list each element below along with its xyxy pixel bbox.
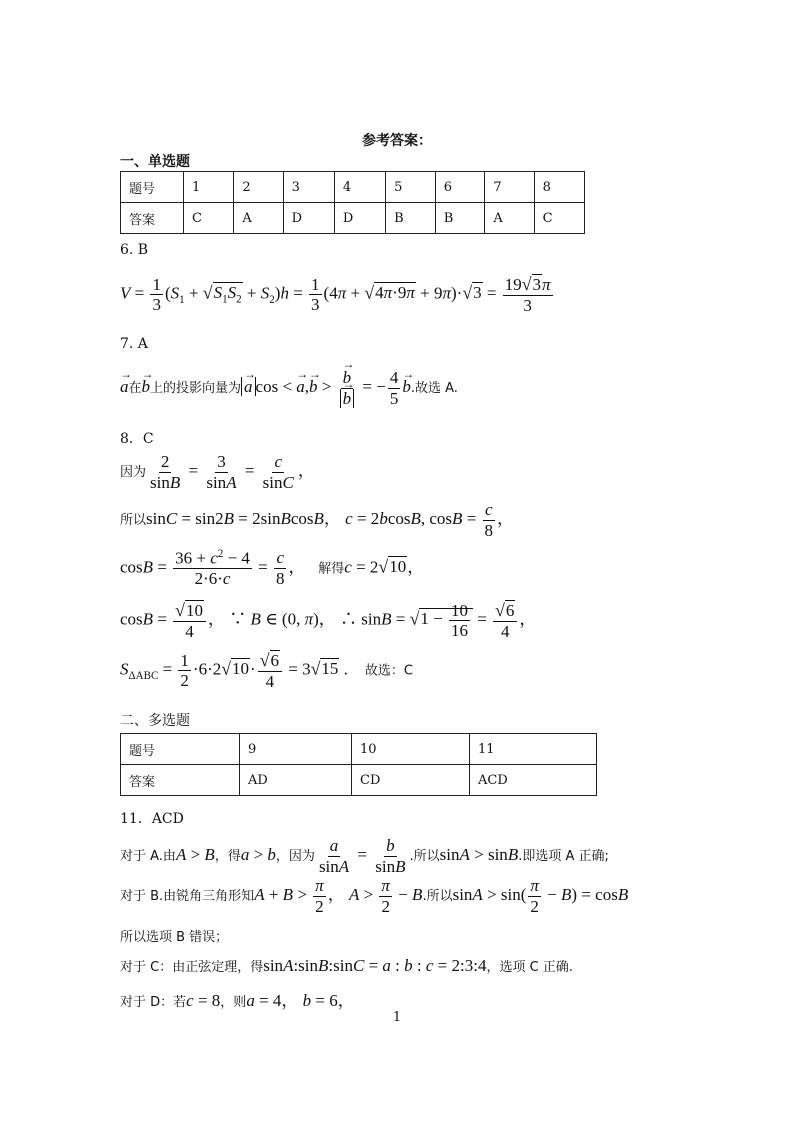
page-title: 参考答案： <box>362 133 432 149</box>
q11-line-a: 对于 A.由A > B，得a > b，因为 $\frac{a}{\sin A}$ = $\frac{b}{\sin B}$ .所以sinA > sinB.即选项 A 正确; <box>120 836 609 876</box>
table-row <box>121 765 597 796</box>
table-row <box>121 734 597 765</box>
table-row <box>121 203 585 234</box>
q8-line4: cosB = $\frac{√10}{4}$ ， ∵ B ∈ (0, π)， ∴ sinB = √1 − $\frac{10}{16}$ = $\frac{√6}{4}$ ， <box>120 600 537 641</box>
table-cell: D <box>283 203 334 234</box>
q11-a-text-5: .即选项 A 正确; <box>518 848 609 864</box>
q8-text-so: 所以 <box>120 512 147 528</box>
q8-text-solve: 解得 <box>318 561 345 577</box>
table-cell: AD <box>240 765 352 796</box>
table-row <box>121 172 585 203</box>
q8-line2: 所以sinC = sin2B = 2sinBcosB， c = 2bcosB, cosB = $\frac{c}{8}$ ， <box>120 500 515 540</box>
q6-label: 6. B <box>120 242 149 258</box>
q7-text-in: 在 <box>128 380 142 396</box>
section-heading-multi-choice: 二、多选题 <box>120 713 190 729</box>
q11-a-text-3: ，因为 <box>275 848 315 864</box>
q7-text-projection: 上的投影向量为 <box>150 380 242 396</box>
q11-a-text-4: .所以 <box>409 848 440 864</box>
table-cell: B <box>435 203 485 234</box>
q11-line-b-cont: 所以选项 B 错误； <box>120 930 229 945</box>
table-cell: 3 <box>283 172 334 203</box>
table-cell: 11 <box>470 734 597 765</box>
answer-table-single <box>120 171 585 234</box>
q11-a-text-1: 对于 A.由 <box>120 848 176 864</box>
q11-b-text-1: 对于 B.由锐角三角形知 <box>120 888 255 904</box>
q11-line-d: 对于 D：若c = 8，则a = 4， b = 6， <box>120 991 355 1010</box>
q11-line-b: 对于 B.由锐角三角形知A + B > $\frac{\pi}{2}$ ， A > $\frac{\pi}{2}$ − B.所以sinA > sin( $\frac{\pi}{2}$ − B) = cosB <box>120 876 629 916</box>
table-cell: ACD <box>470 765 597 796</box>
table-cell: 题号 <box>121 734 240 765</box>
table-cell: 4 <box>334 172 385 203</box>
table-cell: C <box>534 203 584 234</box>
q11-a-text-2: ，得 <box>214 848 241 864</box>
table-cell: 9 <box>240 734 352 765</box>
answer-table-multi <box>120 733 597 796</box>
q8-text-because: 因为 <box>120 464 147 480</box>
q11-label: 11．ACD <box>120 811 184 827</box>
table-cell: 5 <box>386 172 436 203</box>
table-cell: 1 <box>184 172 234 203</box>
q8-label: 8．C <box>120 431 154 447</box>
q7-label: 7. A <box>120 336 148 352</box>
table-cell: B <box>386 203 436 234</box>
q11-line-c: 对于 C：由正弦定理，得sinA:sinB:sinC = a : b : c = 2:3:4，选项 C 正确. <box>120 956 573 975</box>
q8-line3: cosB = $\frac{36 + c^2 - 4}{2\cdot 6\cdot c}$ = $\frac{c}{8}$ ， 解得c = 2√10， <box>120 548 425 589</box>
q11-d-text-1: 对于 D：若 <box>120 995 187 1010</box>
table-cell: 答案 <box>121 765 240 796</box>
table-cell: 答案 <box>121 203 184 234</box>
q8-line5: $S_{\Delta ABC}$ = $\frac{1}{2}$ ·6·2√10· $\frac{√6}{4}$ = 3√15 . 故选：C <box>120 650 413 691</box>
page-number: 1 <box>392 1010 402 1025</box>
table-cell: A <box>234 203 283 234</box>
table-cell: 8 <box>534 172 584 203</box>
q7-formula: → a在→ b上的投影向量为→ a cos < → a,→ b > → b → b = − $\frac{4}{5}$ → b.故选 A. <box>120 368 458 408</box>
table-cell: 10 <box>352 734 470 765</box>
table-cell: A <box>485 203 534 234</box>
q11-b-text-2: .所以 <box>422 888 453 904</box>
q11-c-text-2: ，选项 C 正确. <box>486 960 573 975</box>
q8-line1: 因为 $\frac{2}{\sin B}$ = $\frac{3}{\sin A}$ = $\frac{c}{\sin C}$ ， <box>120 452 315 492</box>
table-cell: D <box>334 203 385 234</box>
q11-d-text-2: ，则 <box>220 995 247 1010</box>
q8-text-answer: 故选：C <box>364 663 413 679</box>
table-cell: 6 <box>435 172 485 203</box>
section-heading-single-choice: 一、单选题 <box>120 154 190 170</box>
table-cell: C <box>184 203 234 234</box>
q6-formula: V = $\frac{1}{3}$ $(S_1 + √S_1S_2 + S_2)h$ = $\frac{1}{3}$ (4π + √4π·9π + 9π)·√3 = $\frac{19√3\pi}{3}$ <box>120 274 551 315</box>
table-cell: 2 <box>234 172 283 203</box>
table-cell: CD <box>352 765 470 796</box>
q11-c-text-1: 对于 C：由正弦定理，得 <box>120 960 264 975</box>
table-cell: 7 <box>485 172 534 203</box>
q7-text-suffix: .故选 A. <box>410 380 458 396</box>
table-cell: 题号 <box>121 172 184 203</box>
